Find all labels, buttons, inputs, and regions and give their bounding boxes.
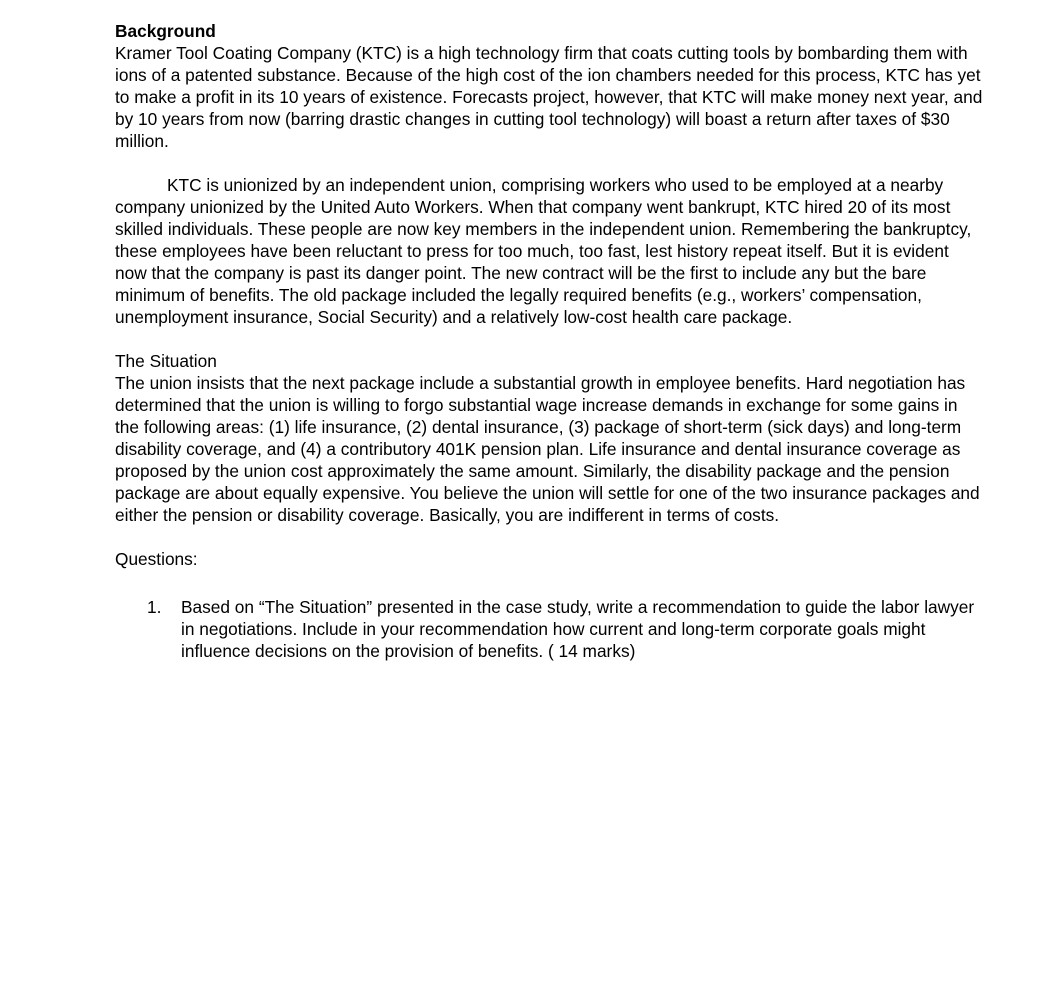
spacer	[115, 328, 985, 350]
questions-list	[115, 596, 985, 662]
document-page	[115, 20, 985, 662]
background-paragraph-1: Kramer Tool Coating Company (KTC) is a high technology firm that coats cutting tools by bombarding them with ions of a patented substance. Because of the high cost of the ion chambers needed for this process, KTC has yet to make a profit in its 10 years of existence. Forecasts project, however, that KTC will make money next year, and by 10 years from now (barring drastic changes in cutting tool technology) will boast a return after taxes of $30 million.	[115, 43, 983, 151]
situation-paragraph: The union insists that the next package include a substantial growth in employee benefits. Hard negotiation has determined that the union is willing to forgo substantial wage increase demands in exchange for some gains in the following areas: (1) life insurance, (2) dental insurance, (3) package of short-term (sick days) and long-term disability coverage, and (4) a contributory 401K pension plan. Life insurance and dental insurance coverage as proposed by the union cost approximately the same amount. Similarly, the disability package and the pension package are about equally expensive. You believe the union will settle for one of the two insurance packages and either the pension or disability coverage. Basically, you are indifferent in terms of costs.	[115, 373, 980, 525]
question-text: Based on “The Situation” presented in the case study, write a recommendation to guide the labor lawyer in negotiations. Include in your recommendation how current and long-term corporate goals might influence decisions on the provision of benefits. ( 14 marks)	[181, 597, 975, 661]
background-heading: Background	[115, 21, 216, 41]
questions-heading: Questions:	[115, 549, 198, 569]
question-number: 1.	[147, 597, 162, 617]
question-item	[147, 596, 981, 662]
background-paragraph-2: KTC is unionized by an independent union, comprising workers who used to be employed at a nearby company unionized by the United Auto Workers. When that company went bankrupt, KTC hired 20 of its most skilled individuals. These people are now key members in the independent union. Remembering the bankruptcy, these employees have been reluctant to press for too much, too fast, lest history repeat itself. But it is evident now that the company is past its danger point. The new contract will be the first to include any but the bare minimum of benefits. The old package included the legally required benefits (e.g., workers’ compensation, unemployment insurance, Social Security) and a relatively low-cost health care package.	[115, 175, 972, 327]
situation-heading: The Situation	[115, 351, 217, 371]
spacer	[115, 526, 985, 548]
spacer	[115, 570, 985, 596]
spacer	[115, 152, 985, 174]
